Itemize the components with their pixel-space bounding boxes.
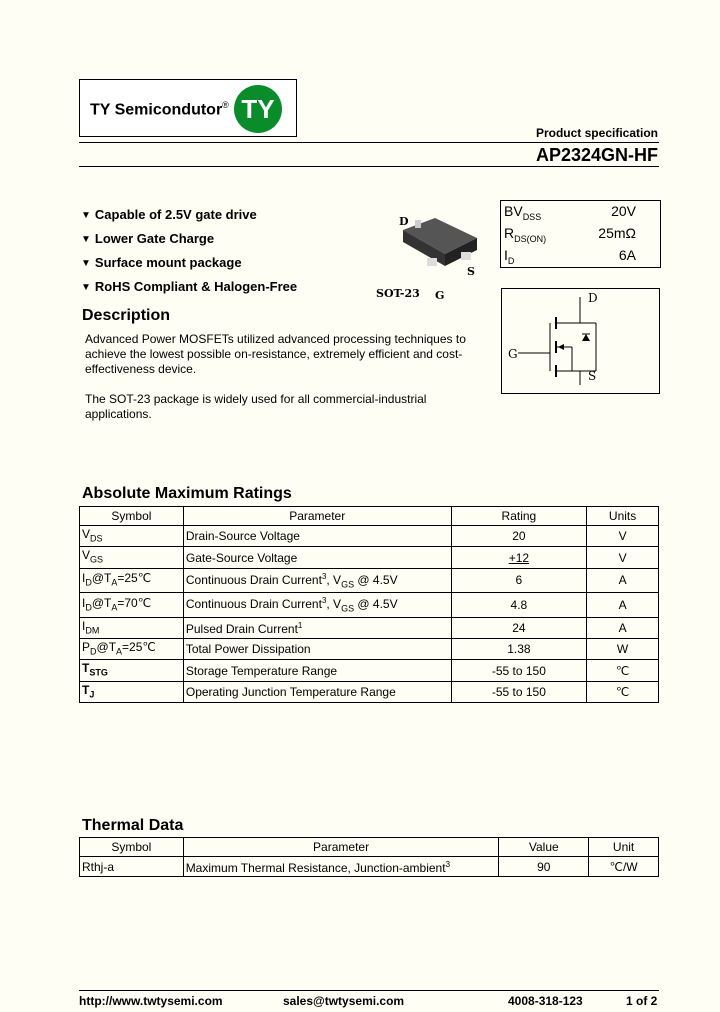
- footer-divider: [79, 990, 659, 991]
- mosfet-schematic: [501, 288, 660, 394]
- company-name: TY Semicondutor®: [90, 100, 229, 119]
- parameter-cell: Operating Junction Temperature Range: [183, 681, 451, 702]
- rating-cell: 6: [451, 568, 587, 592]
- bullet-triangle-icon: ▼: [81, 282, 91, 293]
- ratings-title: Absolute Maximum Ratings: [82, 485, 292, 502]
- value-cell: 90: [499, 857, 589, 877]
- spec-value: 20V: [611, 203, 636, 219]
- parameter-cell: Continuous Drain Current$^3$, $V_{GS}$ @ 4.5V: [183, 568, 451, 592]
- table-row: [80, 547, 659, 568]
- symbol-cell: $T_J$: [80, 681, 184, 702]
- table-row: [80, 593, 659, 617]
- footer-phone: 4008-318-123: [508, 994, 583, 1008]
- table-row: [80, 617, 659, 638]
- unit-cell: A: [587, 617, 659, 638]
- unit-cell: ℃: [587, 681, 659, 702]
- table-row: [80, 681, 659, 702]
- feature-item: ▼ Capable of 2.5V gate drive: [81, 204, 297, 228]
- header-cell: Parameter: [183, 838, 499, 857]
- parameter-cell: Storage Temperature Range: [183, 660, 451, 681]
- bullet-triangle-icon: ▼: [81, 234, 91, 245]
- feature-item: ▼ RoHS Compliant & Halogen-Free: [81, 276, 297, 300]
- symbol-cell: $I_D@T_A=25℃$: [80, 568, 184, 592]
- pin-label-s: S: [467, 265, 475, 278]
- spec-row: [501, 223, 660, 245]
- package-name: SOT-23: [376, 287, 420, 300]
- description-paragraph: The SOT-23 package is widely used for all commercial-industrial applications.: [85, 392, 427, 421]
- unit-cell: ℃: [587, 660, 659, 681]
- rating-cell: 24: [451, 617, 587, 638]
- table-row: [80, 857, 659, 877]
- registered-mark: ®: [222, 100, 229, 110]
- unit-cell: W: [587, 638, 659, 659]
- unit-cell: A: [587, 593, 659, 617]
- spec-label: Product specification: [535, 126, 658, 140]
- symbol-cell: Rthj-a: [80, 857, 184, 877]
- description-title: Description: [82, 307, 171, 324]
- header-cell: Symbol: [80, 507, 184, 526]
- symbol-cell: $V_{GS}$: [80, 547, 184, 568]
- unit-cell: A: [587, 568, 659, 592]
- header-cell: Symbol: [80, 838, 184, 857]
- header-cell: Parameter: [183, 507, 451, 526]
- unit-cell: ℃/W: [589, 857, 659, 877]
- footer-website[interactable]: http://www.twtysemi.com: [79, 994, 223, 1008]
- bullet-triangle-icon: ▼: [81, 210, 91, 221]
- part-number: AP2324GN-HF: [535, 145, 658, 165]
- pin-label-g: G: [435, 289, 445, 302]
- symbol-cell: $I_D@T_A=70℃$: [80, 593, 184, 617]
- header-divider: [79, 142, 659, 143]
- schematic-drain: D: [588, 291, 598, 305]
- footer-page-number: 1 of 2: [626, 994, 658, 1008]
- rating-cell: 1.38: [451, 638, 587, 659]
- description-body: [85, 332, 485, 437]
- thermal-title: Thermal Data: [82, 817, 184, 834]
- table-header-row: [80, 838, 659, 857]
- spec-row: [501, 245, 660, 267]
- table-header-row: [80, 507, 659, 526]
- spec-symbol: $BV_{DSS}$: [504, 203, 542, 222]
- company-logo: [79, 79, 297, 137]
- parameter-cell: Continuous Drain Current$^3$, $V_{GS}$ @ 4.5V: [183, 593, 451, 617]
- bullet-triangle-icon: ▼: [81, 258, 91, 269]
- rating-cell: -55 to 150: [451, 681, 587, 702]
- header-divider-2: [79, 166, 659, 167]
- table-row: [80, 660, 659, 681]
- rating-cell: 4.8: [451, 593, 587, 617]
- rating-cell: +12: [451, 547, 587, 568]
- pin-label-d: D: [399, 215, 409, 228]
- spec-value: 25mΩ: [598, 225, 636, 241]
- table-row: [80, 568, 659, 592]
- symbol-cell: $I_{DM}$: [80, 617, 184, 638]
- header-cell: Unit: [589, 838, 659, 857]
- header-cell: Rating: [451, 507, 587, 526]
- ratings-table: [79, 506, 659, 703]
- parameter-cell: Drain-Source Voltage: [183, 526, 451, 547]
- table-row: [80, 526, 659, 547]
- feature-item: ▼ Surface mount package: [81, 252, 297, 276]
- logo-badge: TY: [234, 85, 282, 133]
- parameter-cell: Pulsed Drain Current$^1$: [183, 617, 451, 638]
- description-paragraph: Advanced Power MOSFETs utilized advanced processing techniques to achieve the lowest possible on-resistance, extremely efficient and cost-effectiveness device.: [85, 332, 466, 376]
- parameter-cell: Gate-Source Voltage: [183, 547, 451, 568]
- symbol-cell: $V_{DS}$: [80, 526, 184, 547]
- unit-cell: V: [587, 547, 659, 568]
- parameter-cell: Maximum Thermal Resistance, Junction-ambient$^3$: [183, 857, 499, 877]
- spec-row: [501, 201, 660, 223]
- header-cell: Value: [499, 838, 589, 857]
- header-cell: Units: [587, 507, 659, 526]
- rating-cell: 20: [451, 526, 587, 547]
- spec-value: 6A: [618, 247, 636, 263]
- unit-cell: V: [587, 526, 659, 547]
- footer-email[interactable]: sales@twtysemi.com: [283, 994, 405, 1008]
- thermal-table: [79, 837, 659, 877]
- key-spec-table: [500, 200, 661, 268]
- spec-symbol: $I_D$: [504, 247, 515, 266]
- table-row: [80, 638, 659, 659]
- symbol-cell: $T_{STG}$: [80, 660, 184, 681]
- rating-cell: -55 to 150: [451, 660, 587, 681]
- mosfet-symbol-icon: [502, 289, 659, 393]
- schematic-gate: G: [508, 347, 518, 361]
- schematic-source: S: [588, 369, 597, 383]
- feature-list: [81, 204, 297, 300]
- feature-item: ▼ Lower Gate Charge: [81, 228, 297, 252]
- symbol-cell: $P_D@T_A=25℃$: [80, 638, 184, 659]
- parameter-cell: Total Power Dissipation: [183, 638, 451, 659]
- spec-symbol: $R_{DS(ON)}$: [504, 225, 547, 244]
